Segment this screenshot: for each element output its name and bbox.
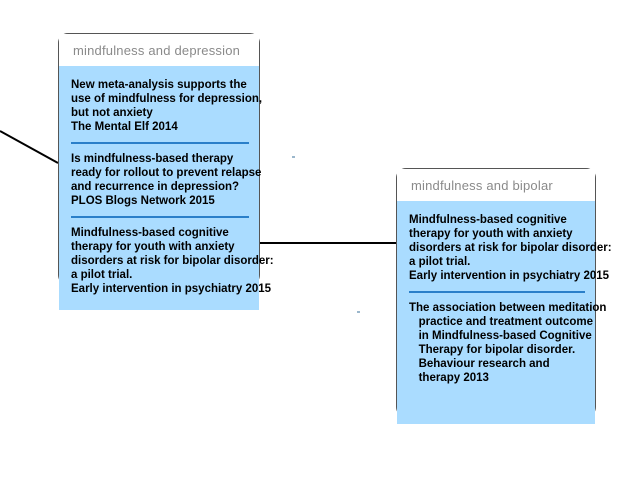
entry-line: Early intervention in psychiatry 2015 bbox=[409, 270, 610, 282]
node-mindfulness-and-depression[interactable] bbox=[58, 33, 274, 295]
entry-line: Mindfulness-based cognitive bbox=[409, 214, 567, 226]
node-mindfulness-and-bipolar[interactable] bbox=[396, 168, 612, 417]
decorative-dot-1 bbox=[292, 156, 295, 158]
entry-line: a pilot trial. bbox=[409, 256, 471, 268]
list-item[interactable] bbox=[59, 72, 263, 140]
entry-line: Behaviour research and bbox=[409, 358, 550, 370]
entry-line: Mindfulness-based cognitive bbox=[71, 227, 229, 239]
entry-line: therapy for youth with anxiety bbox=[71, 241, 235, 253]
entry-divider bbox=[409, 291, 585, 293]
entry-line: Is mindfulness-based therapy bbox=[71, 153, 234, 165]
connector-left-incoming bbox=[0, 131, 58, 163]
entry-line: Therapy for bipolar disorder. bbox=[409, 344, 576, 356]
node-title-bipolar: mindfulness and bipolar bbox=[397, 169, 595, 201]
list-item[interactable] bbox=[59, 146, 262, 214]
entry-line: in Mindfulness-based Cognitive bbox=[409, 330, 592, 342]
entry-divider bbox=[71, 216, 249, 218]
entry-line: The association between meditation bbox=[409, 302, 607, 314]
entry-line: disorders at risk for bipolar disorder: bbox=[409, 242, 612, 254]
decorative-dot-2 bbox=[357, 311, 360, 313]
entry-line: practice and treatment outcome bbox=[409, 316, 594, 328]
entry-line: ready for rollout to prevent relapse bbox=[71, 167, 262, 179]
entry-line: New meta-analysis supports the bbox=[71, 79, 247, 91]
entry-line: therapy 2013 bbox=[409, 372, 489, 384]
entry-line: and recurrence in depression? bbox=[71, 181, 240, 193]
entry-line: disorders at risk for bipolar disorder: bbox=[71, 255, 274, 267]
node-title-depression: mindfulness and depression bbox=[59, 34, 259, 66]
entry-divider bbox=[71, 142, 249, 144]
list-item[interactable] bbox=[397, 295, 607, 391]
entry-line: use of mindfulness for depression, bbox=[71, 93, 263, 105]
entry-line: The Mental Elf 2014 bbox=[71, 121, 178, 133]
entry-line: PLOS Blogs Network 2015 bbox=[71, 195, 215, 207]
entry-line: a pilot trial. bbox=[71, 269, 133, 281]
list-item[interactable] bbox=[59, 220, 274, 302]
node-body-bipolar bbox=[397, 201, 612, 424]
entry-line: but not anxiety bbox=[71, 107, 153, 119]
entry-line: Early intervention in psychiatry 2015 bbox=[71, 283, 272, 295]
list-item[interactable] bbox=[397, 207, 612, 289]
node-body-depression bbox=[59, 66, 274, 310]
entry-line: therapy for youth with anxiety bbox=[409, 228, 573, 240]
